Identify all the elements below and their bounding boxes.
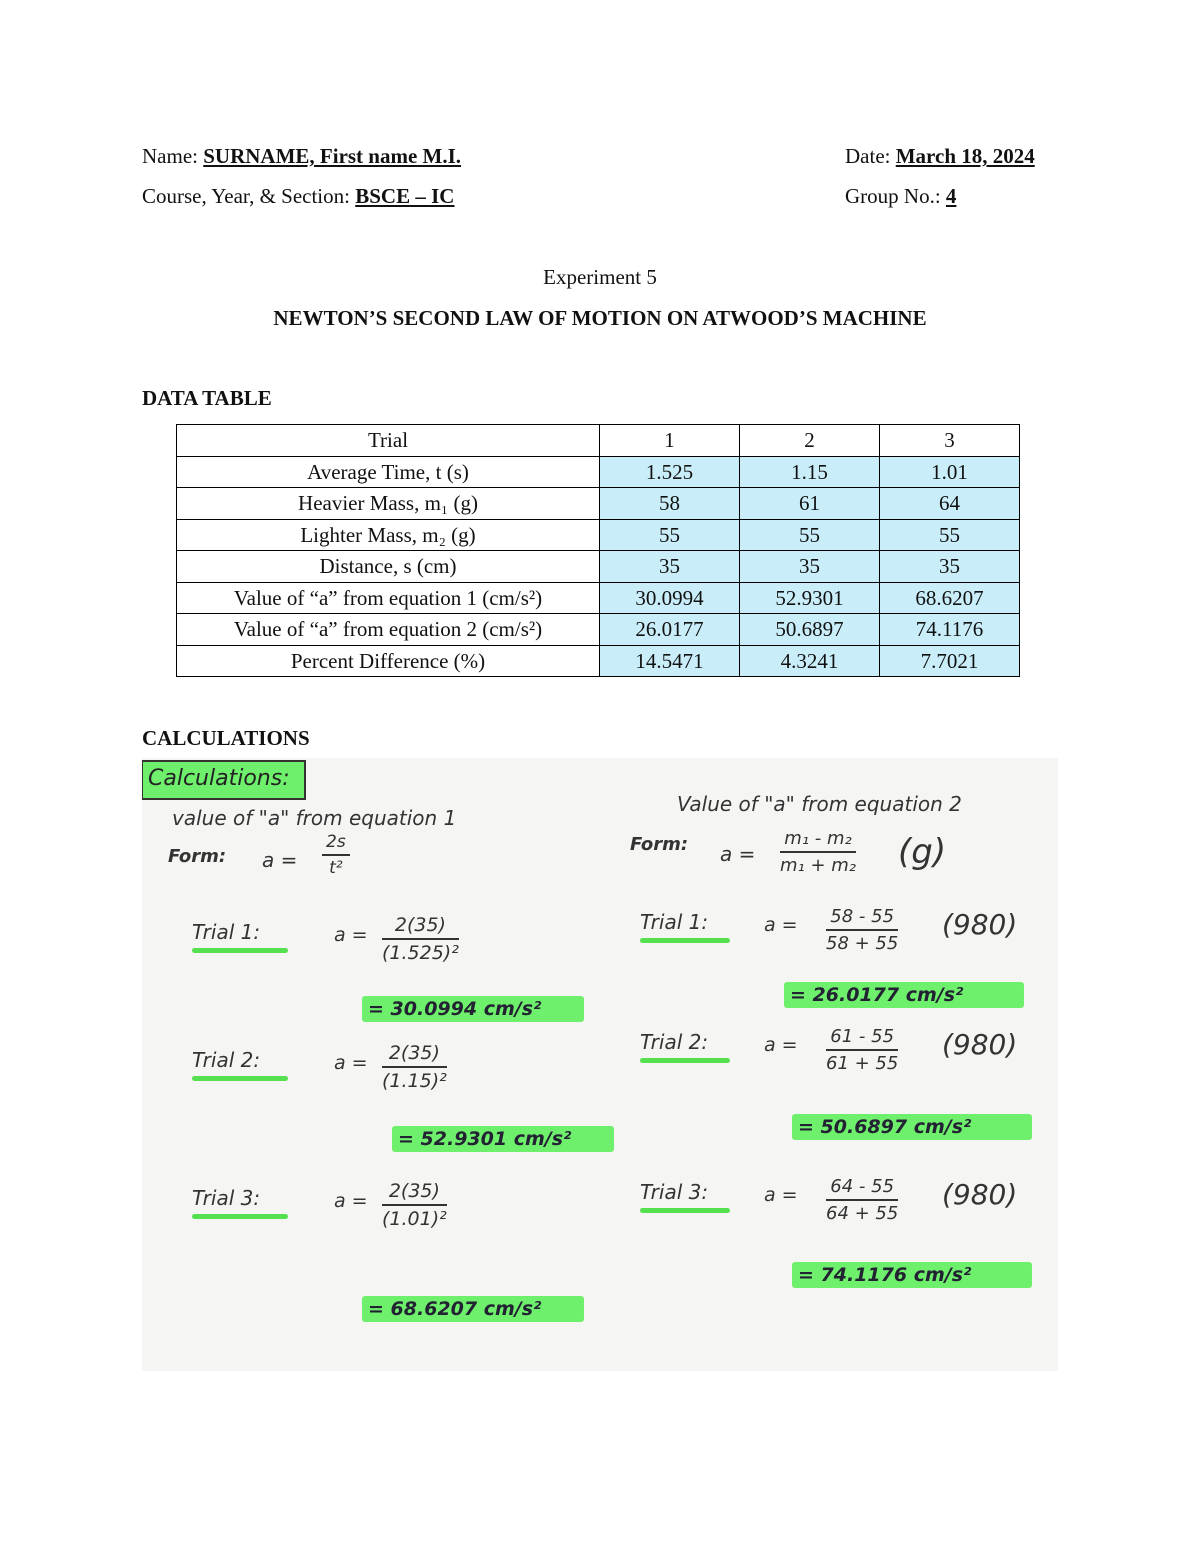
left-form-label: Form: bbox=[168, 846, 227, 867]
table-cell: 1 bbox=[600, 425, 740, 457]
date-value: March 18, 2024 bbox=[895, 144, 1035, 168]
name-value: SURNAME, First name M.I. bbox=[203, 144, 462, 168]
table-cell: 35 bbox=[880, 551, 1020, 583]
calculations-photo bbox=[142, 758, 1058, 1371]
experiment-number: Experiment 5 bbox=[543, 265, 657, 289]
row-label: Heavier Mass, m₁ (g) bbox=[177, 488, 600, 520]
table-cell: 26.0177 bbox=[600, 614, 740, 646]
left-trial-underline bbox=[192, 948, 288, 953]
left-trial-label: Trial 2: bbox=[192, 1048, 261, 1072]
name-field: Name: SURNAME, First name M.I. bbox=[142, 144, 462, 168]
table-cell: 4.3241 bbox=[740, 645, 880, 677]
left-trial-result: = 68.6207 cm/s² bbox=[362, 1296, 584, 1322]
row-label: Value of “a” from equation 2 (cm/s²) bbox=[177, 614, 600, 646]
table-cell: 1.525 bbox=[600, 456, 740, 488]
right-trial-fraction: $\frac{58 - 55}{58 + 55}$ bbox=[826, 906, 899, 954]
table-cell: 55 bbox=[880, 519, 1020, 551]
right-trial-lhs: a = bbox=[764, 1034, 798, 1056]
right-form-label: Form: bbox=[630, 834, 689, 855]
row-label: Trial bbox=[177, 425, 600, 457]
table-cell: 55 bbox=[600, 519, 740, 551]
table-row bbox=[177, 456, 1020, 488]
left-trial-lhs: a = bbox=[334, 924, 368, 946]
right-form-fraction: $\frac{\text{m₁ - m₂}}{\text{m₁ + m₂}}$ bbox=[780, 828, 857, 876]
right-trial-underline bbox=[640, 938, 730, 943]
left-trial-underline bbox=[192, 1076, 288, 1081]
right-title: Value of "a" from equation 2 bbox=[677, 792, 962, 816]
row-label: Distance, s (cm) bbox=[177, 551, 600, 583]
left-form-lhs: a = bbox=[262, 848, 298, 872]
table-cell: 68.6207 bbox=[880, 582, 1020, 614]
table-cell: 74.1176 bbox=[880, 614, 1020, 646]
table-cell: 64 bbox=[880, 488, 1020, 520]
left-trial-result: = 30.0994 cm/s² bbox=[362, 996, 584, 1022]
left-trial-fraction: $\frac{2(35)}{\text{(1.15)²}}$ bbox=[382, 1042, 447, 1092]
date-field: Date: March 18, 2024 bbox=[845, 144, 1035, 168]
row-label: Average Time, t (s) bbox=[177, 456, 600, 488]
left-title: value of "a" from equation 1 bbox=[172, 806, 457, 830]
course-field: Course, Year, & Section: BSCE – IC bbox=[142, 184, 455, 208]
left-trial-underline bbox=[192, 1214, 288, 1219]
table-row bbox=[177, 645, 1020, 677]
table-cell: 2 bbox=[740, 425, 880, 457]
left-trial-lhs: a = bbox=[334, 1190, 368, 1212]
table-cell: 35 bbox=[740, 551, 880, 583]
left-trial-label: Trial 1: bbox=[192, 920, 261, 944]
right-trial-fraction: $\frac{64 - 55}{64 + 55}$ bbox=[826, 1176, 899, 1224]
table-cell: 1.01 bbox=[880, 456, 1020, 488]
photo-title: Calculations: bbox=[148, 766, 290, 791]
table-header-row bbox=[177, 425, 1020, 457]
table-cell: 7.7021 bbox=[880, 645, 1020, 677]
row-label: Percent Difference (%) bbox=[177, 645, 600, 677]
table-cell: 35 bbox=[600, 551, 740, 583]
table-cell: 50.6897 bbox=[740, 614, 880, 646]
left-trial-result: = 52.9301 cm/s² bbox=[392, 1126, 614, 1152]
table-cell: 30.0994 bbox=[600, 582, 740, 614]
right-trial-label: Trial 2: bbox=[640, 1030, 709, 1054]
table-row bbox=[177, 519, 1020, 551]
experiment-title: NEWTON’S SECOND LAW OF MOTION ON ATWOOD’S MACHINE bbox=[273, 306, 927, 330]
table-row bbox=[177, 614, 1020, 646]
left-trial-fraction: $\frac{2(35)}{\text{(1.525)²}}$ bbox=[382, 914, 459, 964]
table-row bbox=[177, 582, 1020, 614]
left-trial-lhs: a = bbox=[334, 1052, 368, 1074]
group-value: 4 bbox=[945, 184, 957, 208]
table-cell: 55 bbox=[740, 519, 880, 551]
right-trial-lhs: a = bbox=[764, 914, 798, 936]
right-trial-factor: (980) bbox=[942, 1028, 1018, 1061]
right-trial-result: = 50.6897 cm/s² bbox=[792, 1114, 1032, 1140]
left-form-fraction: $\frac{2s}{\text{t²}}$ bbox=[322, 832, 350, 878]
left-trial-label: Trial 3: bbox=[192, 1186, 261, 1210]
right-form-factor: (g) bbox=[898, 832, 947, 872]
left-trial-fraction: $\frac{2(35)}{\text{(1.01)²}}$ bbox=[382, 1180, 447, 1230]
table-cell: 3 bbox=[880, 425, 1020, 457]
table-cell: 61 bbox=[740, 488, 880, 520]
right-trial-underline bbox=[640, 1058, 730, 1063]
data-table bbox=[176, 424, 1020, 677]
table-row bbox=[177, 488, 1020, 520]
right-trial-label: Trial 3: bbox=[640, 1180, 709, 1204]
table-row bbox=[177, 551, 1020, 583]
table-cell: 14.5471 bbox=[600, 645, 740, 677]
right-trial-underline bbox=[640, 1208, 730, 1213]
course-value: BSCE – IC bbox=[355, 184, 455, 208]
group-field: Group No.: 4 bbox=[845, 184, 957, 208]
right-form-lhs: a = bbox=[720, 842, 756, 866]
right-trial-fraction: $\frac{61 - 55}{61 + 55}$ bbox=[826, 1026, 899, 1074]
table-cell: 1.15 bbox=[740, 456, 880, 488]
calculations-heading: CALCULATIONS bbox=[142, 726, 310, 750]
data-table-heading: DATA TABLE bbox=[142, 386, 272, 410]
right-trial-factor: (980) bbox=[942, 1178, 1018, 1211]
row-label: Value of “a” from equation 1 (cm/s²) bbox=[177, 582, 600, 614]
right-trial-result: = 26.0177 cm/s² bbox=[784, 982, 1024, 1008]
row-label: Lighter Mass, m₂ (g) bbox=[177, 519, 600, 551]
right-trial-result: = 74.1176 cm/s² bbox=[792, 1262, 1032, 1288]
table-cell: 58 bbox=[600, 488, 740, 520]
table-cell: 52.9301 bbox=[740, 582, 880, 614]
right-trial-lhs: a = bbox=[764, 1184, 798, 1206]
right-trial-factor: (980) bbox=[942, 908, 1018, 941]
right-trial-label: Trial 1: bbox=[640, 910, 709, 934]
